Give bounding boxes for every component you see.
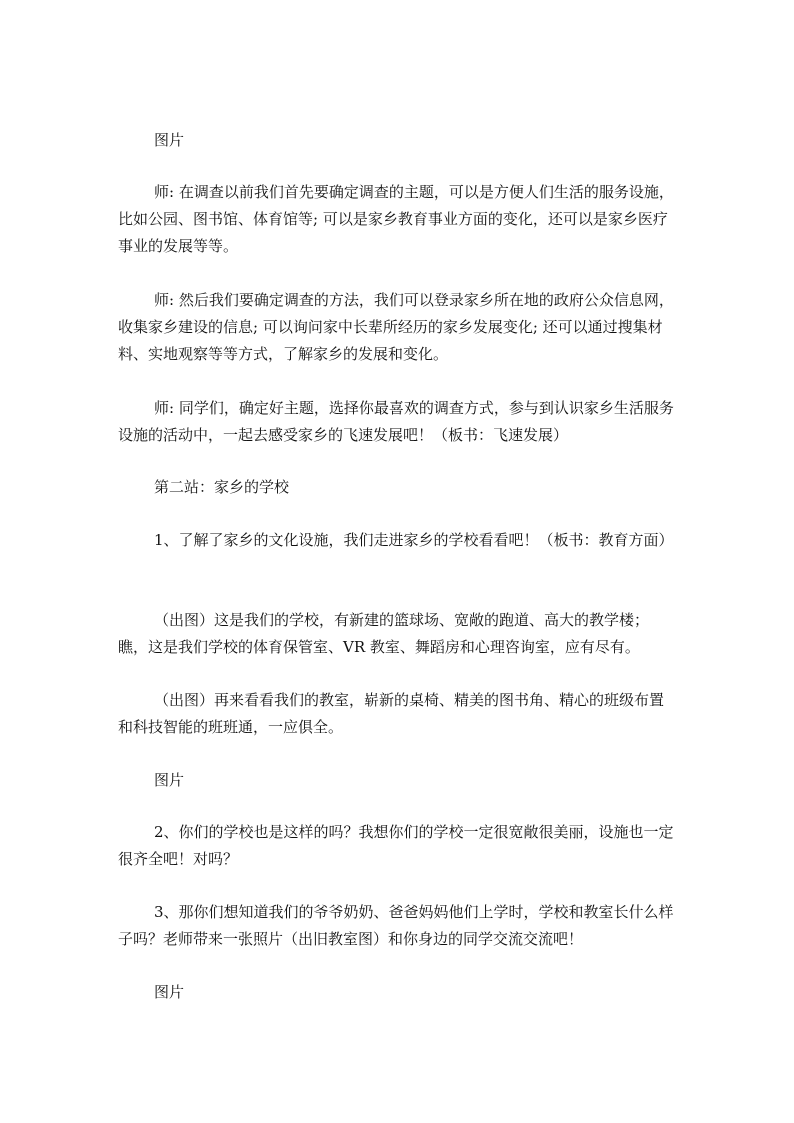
paragraph-survey-topic: 师: 在调查以前我们首先要确定调查的主题，可以是方便人们生活的服务设施，比如公园、图书馆、体育馆等; 可以是家乡教育事业方面的变化，还可以是家乡医疗事业的发展等等。: [118, 183, 674, 255]
image-placeholder-label: 图片: [154, 131, 185, 149]
paragraph-question: 2、你们的学校也是这样的吗？我想你们的学校一定很宽敞很美丽，设施也一定很齐全吧！对吗？: [118, 823, 674, 868]
section-heading-school: 第二站：家乡的学校: [154, 478, 290, 496]
paragraph-old-classroom: 3、那你们想知道我们的爷爷奶奶、爸爸妈妈他们上学时，学校和教室长什么样子吗？老师带来一张照片（出旧教室图）和你身边的同学交流交流吧！: [118, 903, 674, 948]
image-placeholder-label: 图片: [154, 771, 185, 789]
paragraph-classroom: （出图）再来看看我们的教室，崭新的桌椅、精美的图书角、精心的班级布置和科技智能的班班通，一应俱全。: [118, 691, 665, 736]
paragraph-survey-method: 师: 然后我们要确定调查的方法，我们可以登录家乡所在地的政府公众信息网，收集家乡建设的信息; 可以询问家中长辈所经历的家乡发展变化; 还可以通过搜集材料、实地观察等等方式，了解家乡的发展和变化。: [118, 291, 674, 363]
paragraph-choose-method: 师: 同学们，确定好主题，选择你最喜欢的调查方式，参与到认识家乡生活服务设施的活动中，一起去感受家乡的飞速发展吧！（板书：飞速发展）: [118, 399, 674, 444]
paragraph-school-intro: 1、了解了家乡的文化设施，我们走进家乡的学校看看吧！（板书：教育方面）: [154, 531, 674, 549]
paragraph-school-facilities: （出图）这是我们的学校，有新建的篮球场、宽敞的跑道、高大的教学楼；瞧，这是我们学校的体育保管室、VR 教室、舞蹈房和心理咨询室，应有尽有。: [118, 611, 650, 656]
image-placeholder-label: 图片: [154, 983, 185, 1001]
